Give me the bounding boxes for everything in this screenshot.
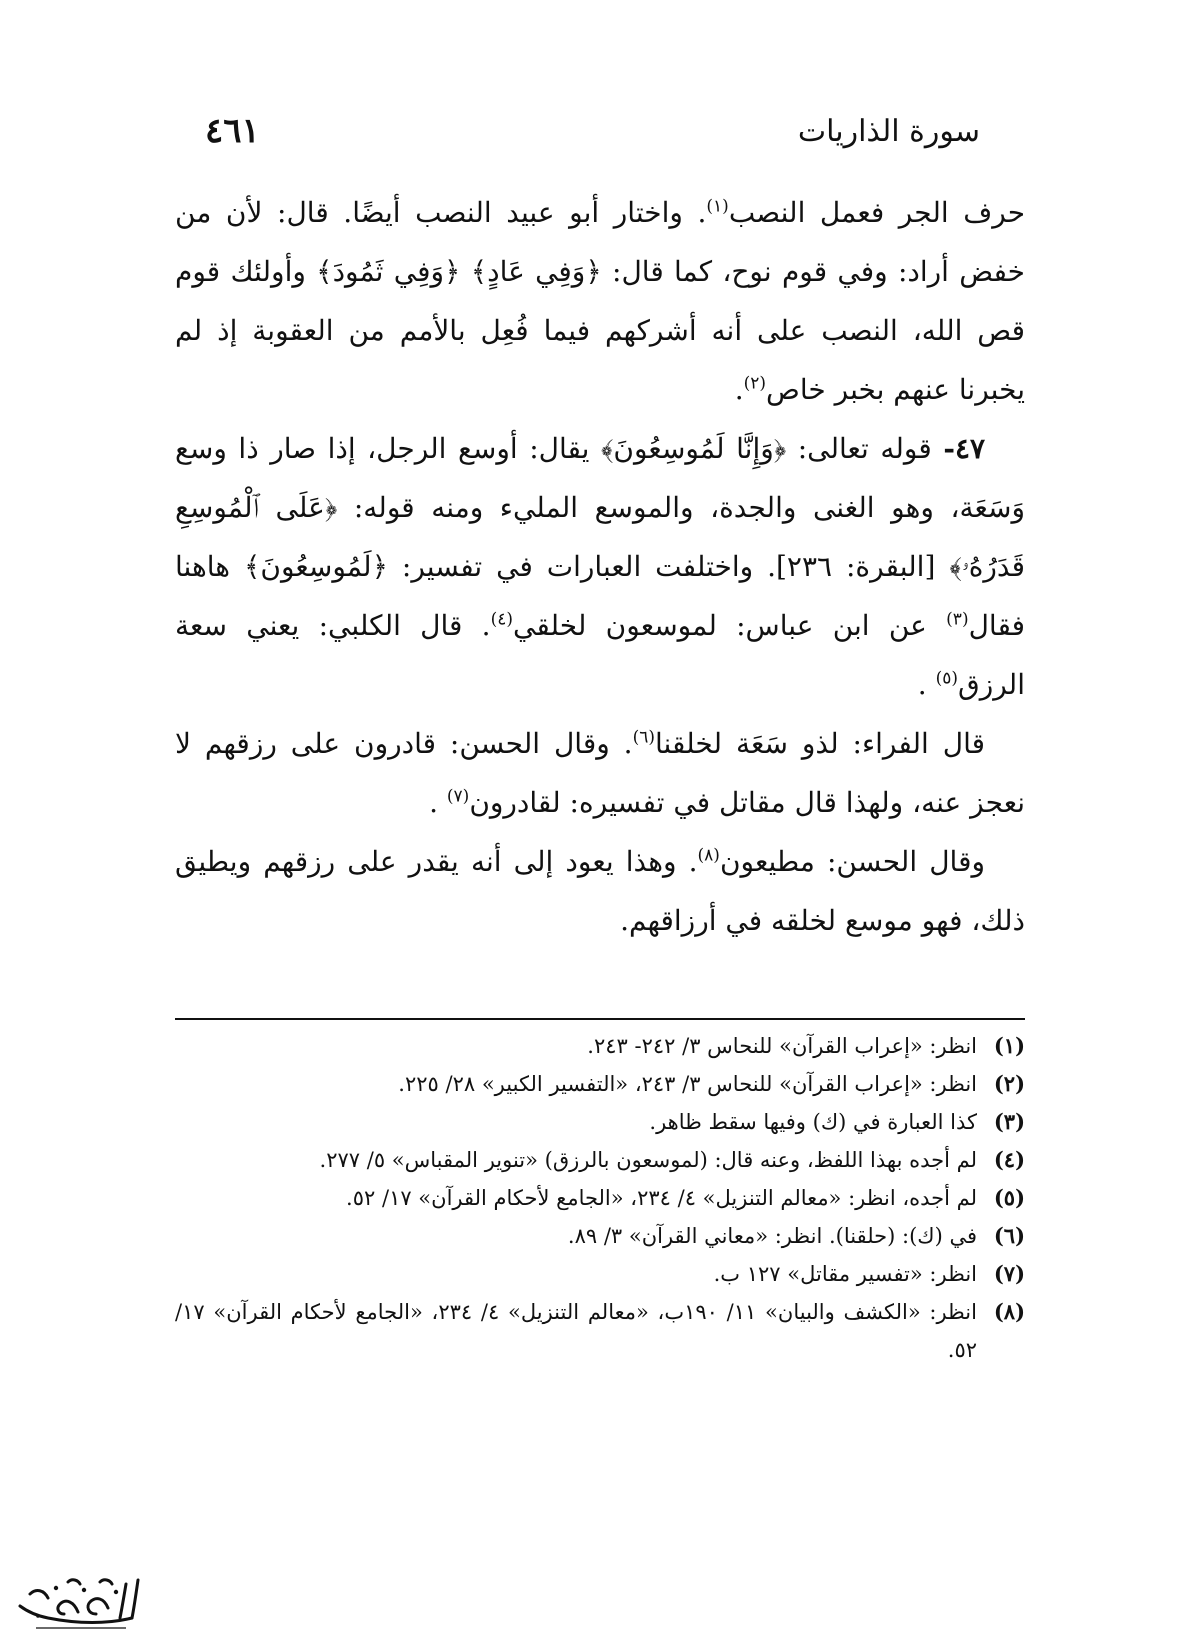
footnote-separator [175,1018,1025,1020]
footnote-number: (٧) [993,1261,1025,1286]
paragraph-2 [175,419,1025,714]
footnote-4 [175,1141,1025,1179]
footnote-ref-4[interactable]: (٤) [490,609,514,630]
footnote-text: انظر: «إعراب القرآن» للنحاس ٣/ ٢٤٣، «التفسير الكبير» ٢٨/ ٢٢٥. [398,1072,977,1096]
footnote-number: (٦) [993,1223,1025,1248]
footnote-ref-1[interactable]: (١) [706,196,729,217]
footnote-number: (١) [993,1033,1025,1058]
text-run [460,255,470,288]
footnote-5 [175,1179,1025,1217]
footnote-text: انظر: «الكشف والبيان» ١١/ ١٩٠ب، «معالم التنزيل» ٤/ ٢٣٤، «الجامع لأحكام القرآن» ١٧/ ٥٢. [175,1300,977,1362]
footnote-ref-8[interactable]: (٨) [697,845,720,866]
text-run: . [429,786,447,819]
footnote-number: (٥) [993,1185,1025,1210]
library-logo-calligraphy-icon [8,1568,148,1634]
text-run: حرف الجر فعمل النصب [728,196,1026,229]
text-run: . وهذا يعود إلى أنه يقدر على رزقهم ويطيق ذلك، فهو موسع لخلقه في أرزاقهم. [175,845,1025,937]
footnote-ref-7[interactable]: (٧) [446,786,470,807]
page-number: ٤٦١ [205,111,260,151]
footnote-number: (٣) [993,1109,1025,1134]
quran-quote: ﴿عَلَى ٱلْمُوسِعِ قَدَرُهُۥ﴾ [175,491,1026,583]
text-run: عن ابن عباس: لموسعون لخلقي [513,609,947,642]
footnote-number: (٤) [993,1147,1025,1172]
quran-quote: ﴿وَفِي ثَمُودَ﴾ [316,255,461,288]
quran-quote: ﴿وَفِي عَادٍ﴾ [470,255,602,288]
text-run: [البقرة: ٢٣٦]. واختلفت العبارات في تفسير: [387,550,950,583]
text-run: . وقال الحسن: قادرون على رزقهم لا نعجز عنه، ولهذا قال مقاتل في تفسيره: لقادرون [175,727,1025,819]
running-header-title: سورة الذاريات [797,114,980,149]
footnote-text: في (ك): (حلقنا). انظر: «معاني القرآن» ٣/ ٨٩. [567,1224,977,1248]
verse-number: ٤٧- [943,432,986,465]
footnote-2 [175,1065,1025,1103]
paragraph-4 [175,832,1025,950]
footnote-text: لم أجده، انظر: «معالم التنزيل» ٤/ ٢٣٤، «الجامع لأحكام القرآن» ١٧/ ٥٢. [346,1186,977,1210]
text-run: وأولئك قوم قص الله، النصب على أنه أشركهم فيما فُعِل بالأمم من العقوبة إذ لم يخبرنا عنهم بخبر خاص [175,255,1025,406]
text-run: . قال الكلبي: يعني سعة الرزق [175,609,1025,701]
text-run: هاهنا فقال [175,550,1026,642]
footnote-text: كذا العبارة في (ك) وفيها سقط ظاهر. [649,1110,977,1134]
text-run: . [734,373,744,406]
footnote-ref-5[interactable]: (٥) [935,668,958,689]
text-run: . [917,668,936,701]
footnote-ref-3[interactable]: (٣) [946,609,969,630]
text-run: قال الفراء: لذو سَعَة لخلقنا [655,727,986,760]
footnote-text: انظر: «تفسير مقاتل» ١٢٧ ب. [713,1262,977,1286]
quran-quote: ﴿لَمُوسِعُونَ﴾ [243,550,388,583]
footnote-text: لم أجده بهذا اللفظ، وعنه قال: (لموسعون بالرزق) «تنوير المقباس» ٥/ ٢٧٧. [319,1148,977,1172]
paragraph-1 [175,183,1025,419]
footnote-6 [175,1217,1025,1255]
text-run: . واختار أبو عبيد النصب أيضًا. قال: لأن من خفض أراد: وفي قوم نوح، كما قال: [175,196,1025,288]
paragraph-3 [175,714,1025,832]
footnote-7 [175,1255,1025,1293]
footnote-ref-6[interactable]: (٦) [632,727,655,748]
footnote-number: (٢) [993,1071,1025,1096]
footnote-1 [175,1027,1025,1065]
text-run: قوله تعالى: [786,432,944,465]
text-run: وقال الحسن: مطيعون [719,845,985,878]
main-text [175,183,1025,950]
footnote-number: (٨) [993,1299,1025,1324]
quran-quote: ﴿وَإِنَّا لَمُوسِعُونَ﴾ [601,432,787,465]
footnote-ref-2[interactable]: (٢) [743,373,767,394]
footnote-3 [175,1103,1025,1141]
footnotes [175,1027,1025,1369]
text-run: يقال: أوسع الرجل، إذا صار ذا وسع وَسَعَة، وهو الغنى والجدة، والموسع المليء ومنه قوله: [175,432,1026,524]
footnote-text: انظر: «إعراب القرآن» للنحاس ٣/ ٢٤٢- ٢٤٣. [587,1034,977,1058]
footnote-8 [175,1293,1025,1369]
